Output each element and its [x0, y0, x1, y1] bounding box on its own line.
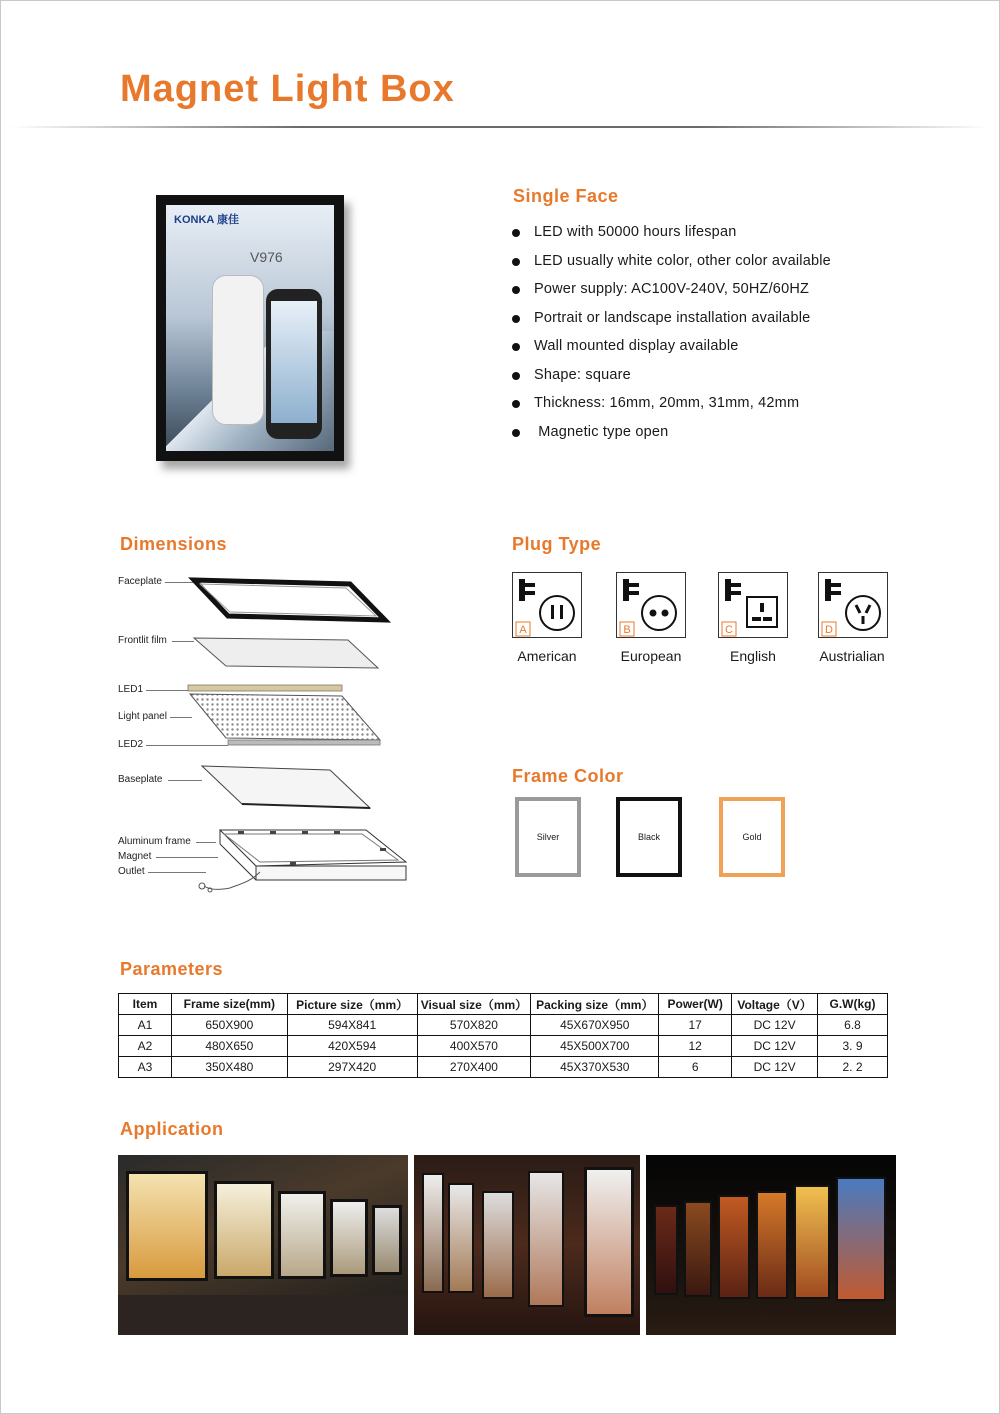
column-header: Power(W)	[659, 994, 732, 1015]
label-outlet: Outlet	[118, 866, 145, 877]
light-panel-layer	[190, 694, 380, 740]
table-cell: 45X370X530	[531, 1057, 659, 1078]
poster-model-text: V976	[250, 249, 283, 265]
plug-type-heading: Plug Type	[512, 534, 602, 554]
application-heading: Application	[120, 1119, 224, 1139]
label-led1: LED1	[118, 684, 144, 695]
parameters-table	[118, 993, 888, 1078]
plug-name-english: English	[730, 648, 776, 664]
phone-white-image	[212, 275, 264, 425]
table-header-row	[119, 994, 888, 1015]
frame-swatch-gold	[719, 797, 785, 877]
led2-strip	[228, 740, 380, 745]
table-cell: DC 12V	[732, 1015, 818, 1036]
plug-name-european: European	[620, 648, 682, 664]
dimensions-heading: Dimensions	[120, 534, 228, 554]
table-cell: 12	[659, 1036, 732, 1057]
frontlit-film-layer	[194, 638, 378, 668]
frame-swatch-label: Gold	[742, 832, 762, 842]
plug-letter: C	[725, 624, 733, 636]
table-cell: 6	[659, 1057, 732, 1078]
label-led2: LED2	[118, 739, 144, 750]
feature-item: Wall mounted display available	[512, 338, 831, 367]
label-aluminum-frame: Aluminum frame	[118, 836, 191, 847]
application-photo-cinema	[646, 1155, 896, 1335]
label-baseplate: Baseplate	[118, 774, 163, 785]
plug-name-american: American	[517, 648, 577, 664]
phone-black-image	[266, 289, 322, 439]
table-cell: 400X570	[417, 1036, 531, 1057]
feature-item: LED with 50000 hours lifespan	[512, 224, 831, 253]
table-cell: 350X480	[171, 1057, 287, 1078]
table-cell: A1	[119, 1015, 172, 1036]
table-cell: 45X670X950	[531, 1015, 659, 1036]
label-frontlit-film: Frontlit film	[118, 635, 167, 646]
frame-swatch-silver	[515, 797, 581, 877]
feature-item: Shape: square	[512, 367, 831, 396]
feature-item: Portrait or landscape installation available	[512, 310, 831, 339]
led1-strip	[188, 685, 342, 691]
table-cell: 297X420	[287, 1057, 417, 1078]
frame-color-heading: Frame Color	[512, 766, 624, 786]
plug-american-icon	[512, 572, 582, 638]
table-cell: 480X650	[171, 1036, 287, 1057]
label-light-panel: Light panel	[118, 711, 167, 722]
column-header: G.W(kg)	[818, 994, 888, 1015]
feature-item: Thickness: 16mm, 20mm, 31mm, 42mm	[512, 395, 831, 424]
column-header: Picture size（mm）	[287, 994, 417, 1015]
plug-letter: B	[623, 624, 631, 636]
column-header: Item	[119, 994, 172, 1015]
frame-swatch-label: Silver	[536, 832, 560, 842]
title-divider	[10, 126, 990, 128]
column-header: Frame size(mm)	[171, 994, 287, 1015]
column-header: Visual size（mm）	[417, 994, 531, 1015]
feature-item: Power supply: AC100V-240V, 50HZ/60HZ	[512, 281, 831, 310]
table-cell: 2. 2	[818, 1057, 888, 1078]
table-cell: 594X841	[287, 1015, 417, 1036]
column-header: Packing size（mm）	[531, 994, 659, 1015]
plug-name-australian: Austrialian	[819, 648, 885, 664]
table-cell: 3. 9	[818, 1036, 888, 1057]
poster-brand-logo: KONKA 康佳	[174, 214, 239, 226]
outlet-cable	[204, 872, 260, 889]
table-cell: 6.8	[818, 1015, 888, 1036]
table-cell: DC 12V	[732, 1036, 818, 1057]
table-cell: A3	[119, 1057, 172, 1078]
application-photo-restaurant	[118, 1155, 408, 1335]
plug-letter: A	[519, 624, 527, 636]
table-cell: 17	[659, 1015, 732, 1036]
table-cell: A2	[119, 1036, 172, 1057]
table-row	[119, 1057, 888, 1078]
exploded-diagram	[180, 572, 420, 902]
table-cell: 45X500X700	[531, 1036, 659, 1057]
feature-item: LED usually white color, other color available	[512, 253, 831, 282]
label-magnet: Magnet	[118, 851, 152, 862]
feature-list	[512, 224, 831, 452]
table-cell: DC 12V	[732, 1057, 818, 1078]
table-cell: 650X900	[171, 1015, 287, 1036]
page-title: Magnet Light Box	[120, 68, 455, 110]
parameters-heading: Parameters	[120, 959, 224, 979]
table-cell: 270X400	[417, 1057, 531, 1078]
table-row	[119, 1036, 888, 1057]
frame-swatch-label: Black	[637, 832, 660, 842]
product-image	[156, 195, 344, 461]
label-faceplate: Faceplate	[118, 576, 162, 587]
table-cell: 570X820	[417, 1015, 531, 1036]
plug-european-icon	[616, 572, 686, 638]
column-header: Voltage（V）	[732, 994, 818, 1015]
baseplate-layer	[202, 766, 370, 808]
table-cell: 420X594	[287, 1036, 417, 1057]
single-face-heading: Single Face	[513, 186, 619, 206]
table-row	[119, 1015, 888, 1036]
application-photo-hallway	[414, 1155, 640, 1335]
plug-letter: D	[825, 624, 833, 636]
plug-english-icon	[718, 572, 788, 638]
frame-swatch-black	[616, 797, 682, 877]
feature-item: Magnetic type open	[512, 424, 831, 453]
plug-australian-icon	[818, 572, 888, 638]
